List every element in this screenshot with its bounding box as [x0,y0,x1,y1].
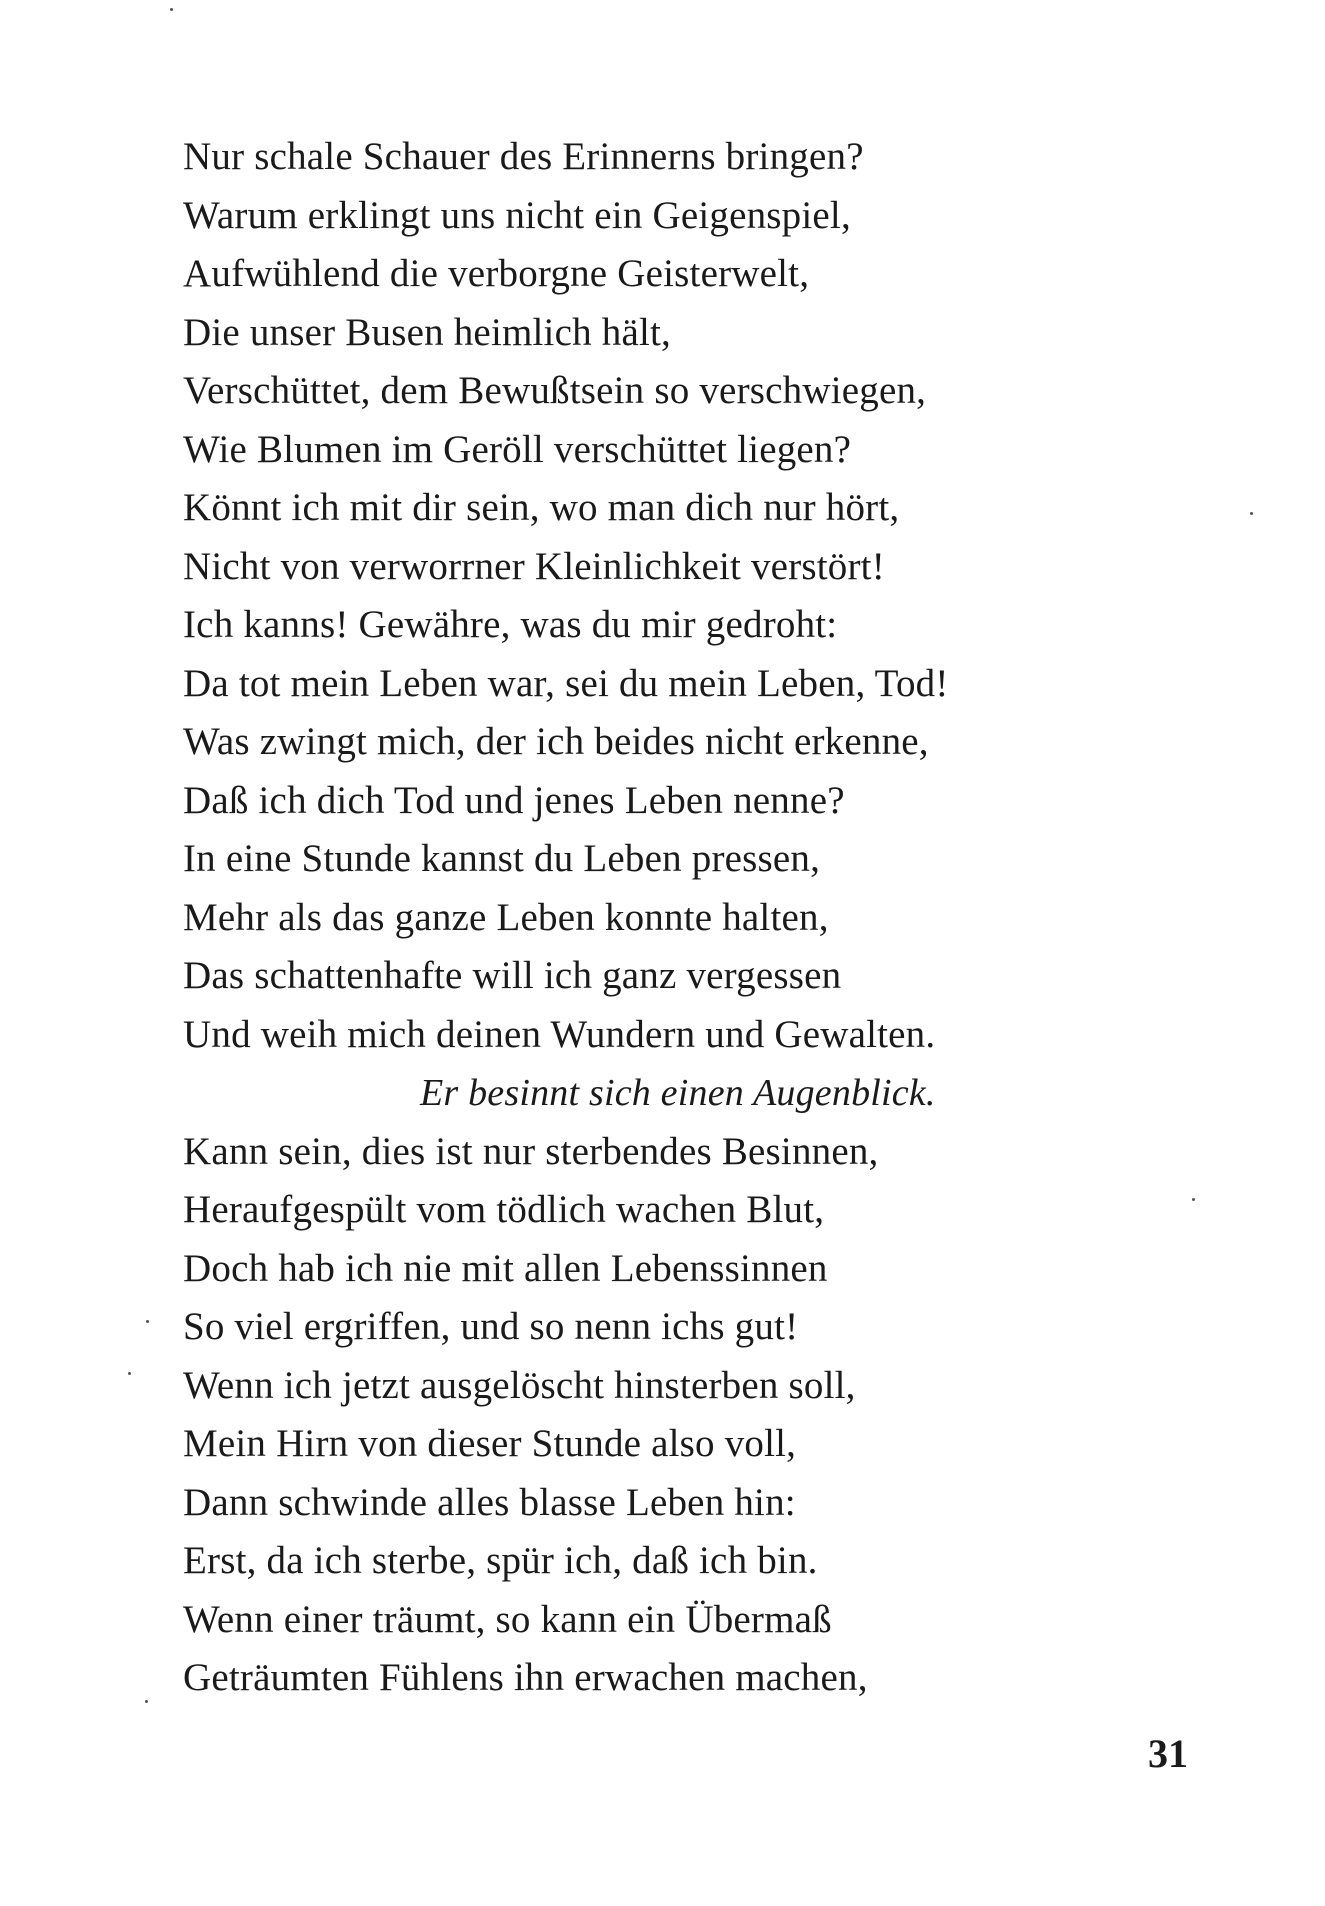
verse-line: Doch hab ich nie mit allen Lebenssinnen [183,1246,828,1290]
print-speck [145,1700,148,1703]
stage-direction: Er besinnt sich einen Augenblick. [420,1072,936,1114]
verse-line: Mein Hirn von dieser Stunde also voll, [183,1422,797,1465]
verse-line: Da tot mein Leben war, sei du mein Leben, Tod! [183,661,949,705]
verse-line: Und weih mich deinen Wundern und Gewalten. [183,1012,936,1056]
print-speck [128,1372,131,1375]
verse-line: Die unser Busen heimlich hält, [183,310,671,354]
verse-line: Aufwühlend die verborgne Geisterwelt, [183,252,810,295]
verse-line: Mehr als das ganze Leben konnte halten, [183,895,829,939]
verse-line: Warum erklingt uns nicht ein Geigenspiel, [183,193,851,237]
print-speck [170,8,173,11]
verse-line: Das schattenhafte will ich ganz vergessen [183,954,842,997]
verse-line: Erst, da ich sterbe, spür ich, daß ich bin. [183,1539,818,1582]
page-number: 31 [1148,1731,1188,1776]
verse-line: Nur schale Schauer des Erinnerns bringen? [183,135,864,178]
verse-line: So viel ergriffen, und so nenn ichs gut! [183,1305,799,1348]
verse-line: Wenn einer träumt, so kann ein Übermaß [183,1597,832,1641]
verse-line: Ich kanns! Gewähre, was du mir gedroht: [183,603,838,646]
verse-line: Kann sein, dies ist nur sterbendes Besinnen, [183,1129,879,1173]
print-speck [146,1320,149,1323]
print-speck [1250,512,1253,515]
poem-text [183,128,1163,1708]
verse-line: Dann schwinde alles blasse Leben hin: [183,1480,796,1524]
print-speck [1192,1198,1195,1201]
verse-line: Wenn ich jetzt ausgelöscht hinsterben soll, [183,1363,856,1407]
verse-line: In eine Stunde kannst du Leben pressen, [183,837,821,880]
verse-line: Was zwingt mich, der ich beides nicht erkenne, [183,720,929,763]
verse-line: Daß ich dich Tod und jenes Leben nenne? [183,778,845,822]
verse-line: Wie Blumen im Geröll verschüttet liegen? [183,427,852,471]
verse-line: Verschüttet, dem Bewußtsein so verschwiegen, [183,369,927,412]
verse-line: Nicht von verworrner Kleinlichkeit verstört! [183,544,885,588]
verse-line: Geträumten Fühlens ihn erwachen machen, [183,1656,868,1699]
verse-line: Heraufgespült vom tödlich wachen Blut, [183,1188,825,1231]
verse-line: Könnt ich mit dir sein, wo man dich nur hört, [183,486,900,529]
